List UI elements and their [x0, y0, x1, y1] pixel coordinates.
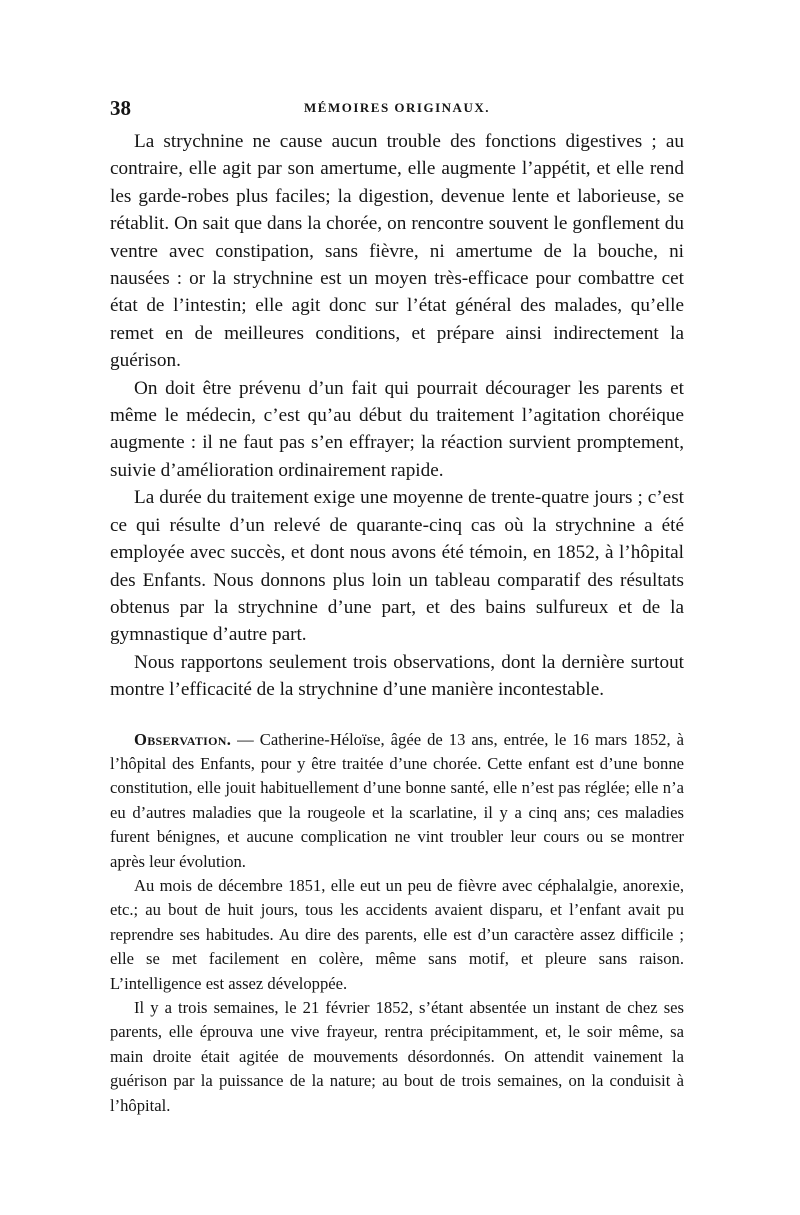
body-paragraph: La strychnine ne cause aucun trouble des fonctions digestives ; au contraire, elle agit par son amertume, elle augmente l’appétit, et elle rend les garde-robes plus faciles; la digestion, devenue lente et laborieuse, se rétablit. On sait que dans la chorée, on rencontre souvent le gonflement du ventre avec constipation, sans fièvre, ni amertume de la bouche, ni nausées : or la strychnine est un moyen très-efficace pour combattre cet état de l’intestin; elle agit donc sur l’état général des malades, qu’elle remet en de meilleures conditions, et prépare ainsi indirectement la guérison. — [110, 131, 684, 372]
observation-paragraph: Au mois de décembre 1851, elle eut un peu de fièvre avec céphalalgie, anorexie, etc.; au bout de huit jours, tous les accidents avaient disparu, et l’enfant avait pu reprendre ses habitudes. Au dire des parents, elle est d’un caractère assez difficile ; elle se met facilement en colère, même sans motif, et pleure sans raison. L’intelligence est assez développée. — [110, 875, 684, 993]
running-head — [110, 96, 684, 124]
body-paragraph: On doit être prévenu d’un fait qui pourrait décourager les parents et même le médecin, c’est qu’au début du traitement l’agitation choréique augmente : il ne faut pas s’en effrayer; la réaction survient promptement, suivie d’amélioration ordinairement rapide. — [110, 377, 684, 481]
observation-intro: — Catherine-Héloïse, âgée de 13 ans, entrée, le 16 mars 1852, à l’hôpital des Enfants, pour y être traitée d’une chorée. Cette enfant est d’une bonne constitution, elle jouit habituellement d’une bonne santé, elle n’est pas réglée; elle n’a eu d’autres maladies que la rougeole et la scarlatine, il y a cinq ans; ces maladies furent bénignes, et aucune complication ne vint troubler leur cours ou se montrer après leur évolution. — [110, 729, 684, 871]
book-page — [110, 96, 684, 1118]
observation-label: Observation. — [134, 729, 232, 749]
body-paragraph: La durée du traitement exige une moyenne de trente-quatre jours ; c’est ce qui résulte d’un relevé de quarante-cinq cas où la strychnine a été employée avec succès, et dont nous avons été témoin, en 1852, à l’hôpital des Enfants. Nous donnons plus loin un tableau comparatif des résultats obtenus par la strychnine d’une part, et des bains sulfureux et de la gymnastique d’autre part. — [110, 487, 684, 646]
observation-paragraph: Il y a trois semaines, le 21 février 1852, s’étant absentée un instant de chez ses parents, elle éprouva une vive frayeur, rentra précipitamment, et, le soir même, sa main droite était agitée de mouvements désordonnés. On attendit vainement la guérison par la puissance de la nature; au bout de trois semaines, on la conduisit à l’hôpital. — [110, 998, 684, 1115]
page-number: 38 — [110, 96, 131, 120]
running-title: MÉMOIRES ORIGINAUX. — [304, 100, 490, 115]
body-paragraph: Nous rapportons seulement trois observations, dont la dernière surtout montre l’efficacité de la strychnine d’une manière incontestable. — [110, 651, 684, 701]
observation-section — [110, 728, 684, 1119]
observation-intro-paragraph — [110, 728, 684, 874]
main-text — [110, 128, 684, 704]
